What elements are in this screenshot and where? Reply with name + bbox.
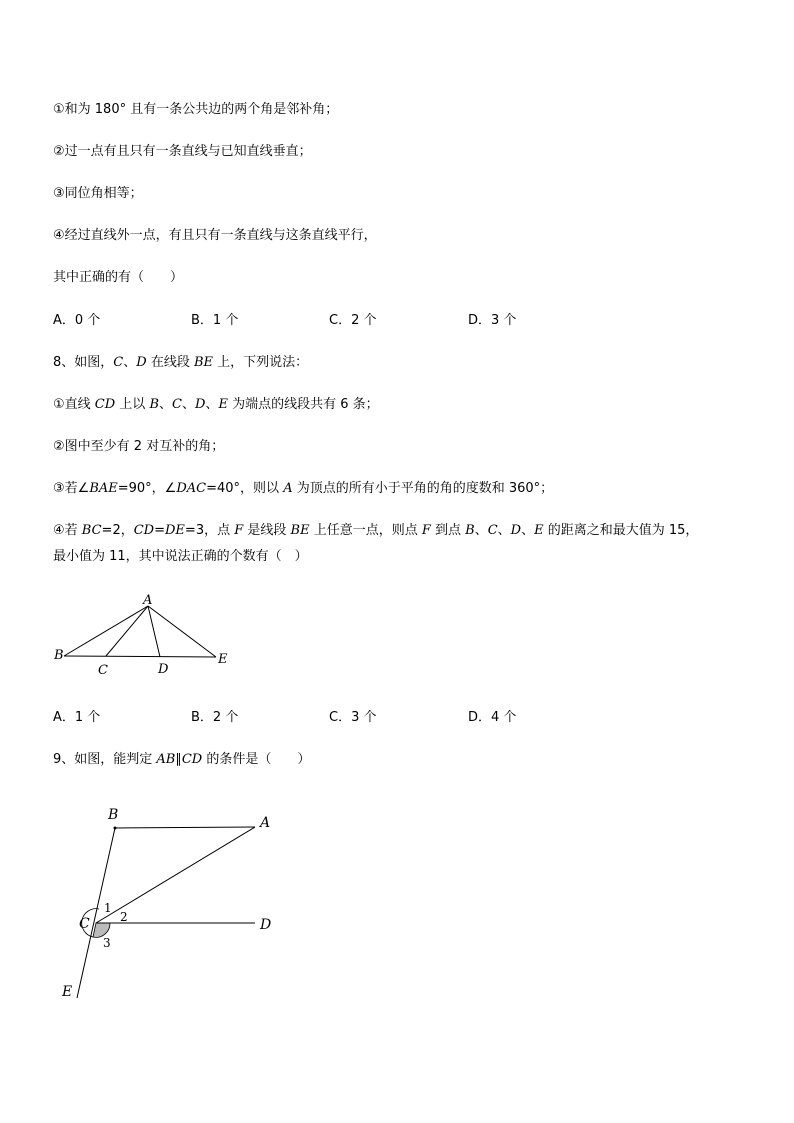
q7-statement-3: ③同位角相等； bbox=[53, 186, 143, 201]
angle-1-label: 1 bbox=[104, 901, 112, 915]
segment-ba bbox=[115, 827, 255, 828]
q8-option-d[interactable]: D．4 个 bbox=[468, 710, 517, 725]
q7-option-d[interactable]: D．3 个 bbox=[468, 313, 517, 328]
q8-statement-2: ②图中至少有 2 对互补的角； bbox=[53, 439, 225, 454]
label-d: D bbox=[158, 662, 169, 677]
label-d: D bbox=[260, 917, 272, 933]
point-b bbox=[114, 827, 117, 830]
q7-option-b[interactable]: B．1 个 bbox=[191, 313, 239, 328]
label-e: E bbox=[218, 652, 228, 667]
q7-statement-1: ①和为 180° 且有一条公共边的两个角是邻补角； bbox=[53, 102, 339, 117]
q8-statement-4-continued: 最小值为 11，其中说法正确的个数有（ ） bbox=[53, 549, 308, 564]
q8-statement-1: ①直线 CD 上以 B、C、D、E 为端点的线段共有 6 条； bbox=[53, 397, 379, 412]
q7-statement-4: ④经过直线外一点，有且只有一条直线与这条直线平行， bbox=[53, 228, 377, 243]
label-a: A bbox=[260, 815, 271, 831]
q7-statement-2: ②过一点有且只有一条直线与已知直线垂直； bbox=[53, 144, 312, 159]
q9-stem: 9、如图，能判定 AB∥CD 的条件是（ ） bbox=[53, 752, 311, 767]
q8-figure bbox=[50, 590, 240, 680]
q8-statement-4: ④若 BC=2，CD=DE=3，点 F 是线段 BE 上任意一点，则点 F 到点 B、C、D、E 的距离之和最大值为 15， bbox=[53, 523, 699, 538]
angle-3-label: 3 bbox=[103, 936, 111, 950]
q8-option-b[interactable]: B．2 个 bbox=[191, 710, 239, 725]
q7-option-c[interactable]: C．2 个 bbox=[329, 313, 377, 328]
label-c: C bbox=[79, 916, 90, 932]
q8-option-c[interactable]: C．3 个 bbox=[329, 710, 377, 725]
segment-ab bbox=[64, 606, 148, 656]
segment-be bbox=[64, 656, 216, 657]
q9-figure bbox=[50, 800, 290, 1005]
q8-statement-3: ③若∠BAE=90°，∠DAC=40°，则以 A 为顶点的所有小于平角的角的度数和 360°； bbox=[53, 481, 554, 496]
label-b: B bbox=[108, 807, 119, 823]
q7-question: 其中正确的有（ ） bbox=[53, 270, 184, 285]
q8-option-a[interactable]: A．1 个 bbox=[53, 710, 101, 725]
label-c: C bbox=[98, 663, 108, 678]
label-a: A bbox=[143, 593, 153, 608]
segment-ca bbox=[96, 827, 255, 923]
label-b: B bbox=[54, 648, 64, 663]
label-e: E bbox=[62, 984, 73, 1000]
segment-ac bbox=[106, 606, 148, 656]
q8-stem: 8、如图，C、D 在线段 BE 上，下列说法： bbox=[53, 355, 309, 370]
q7-option-a[interactable]: A．0 个 bbox=[53, 313, 101, 328]
angle-2-label: 2 bbox=[120, 910, 128, 924]
